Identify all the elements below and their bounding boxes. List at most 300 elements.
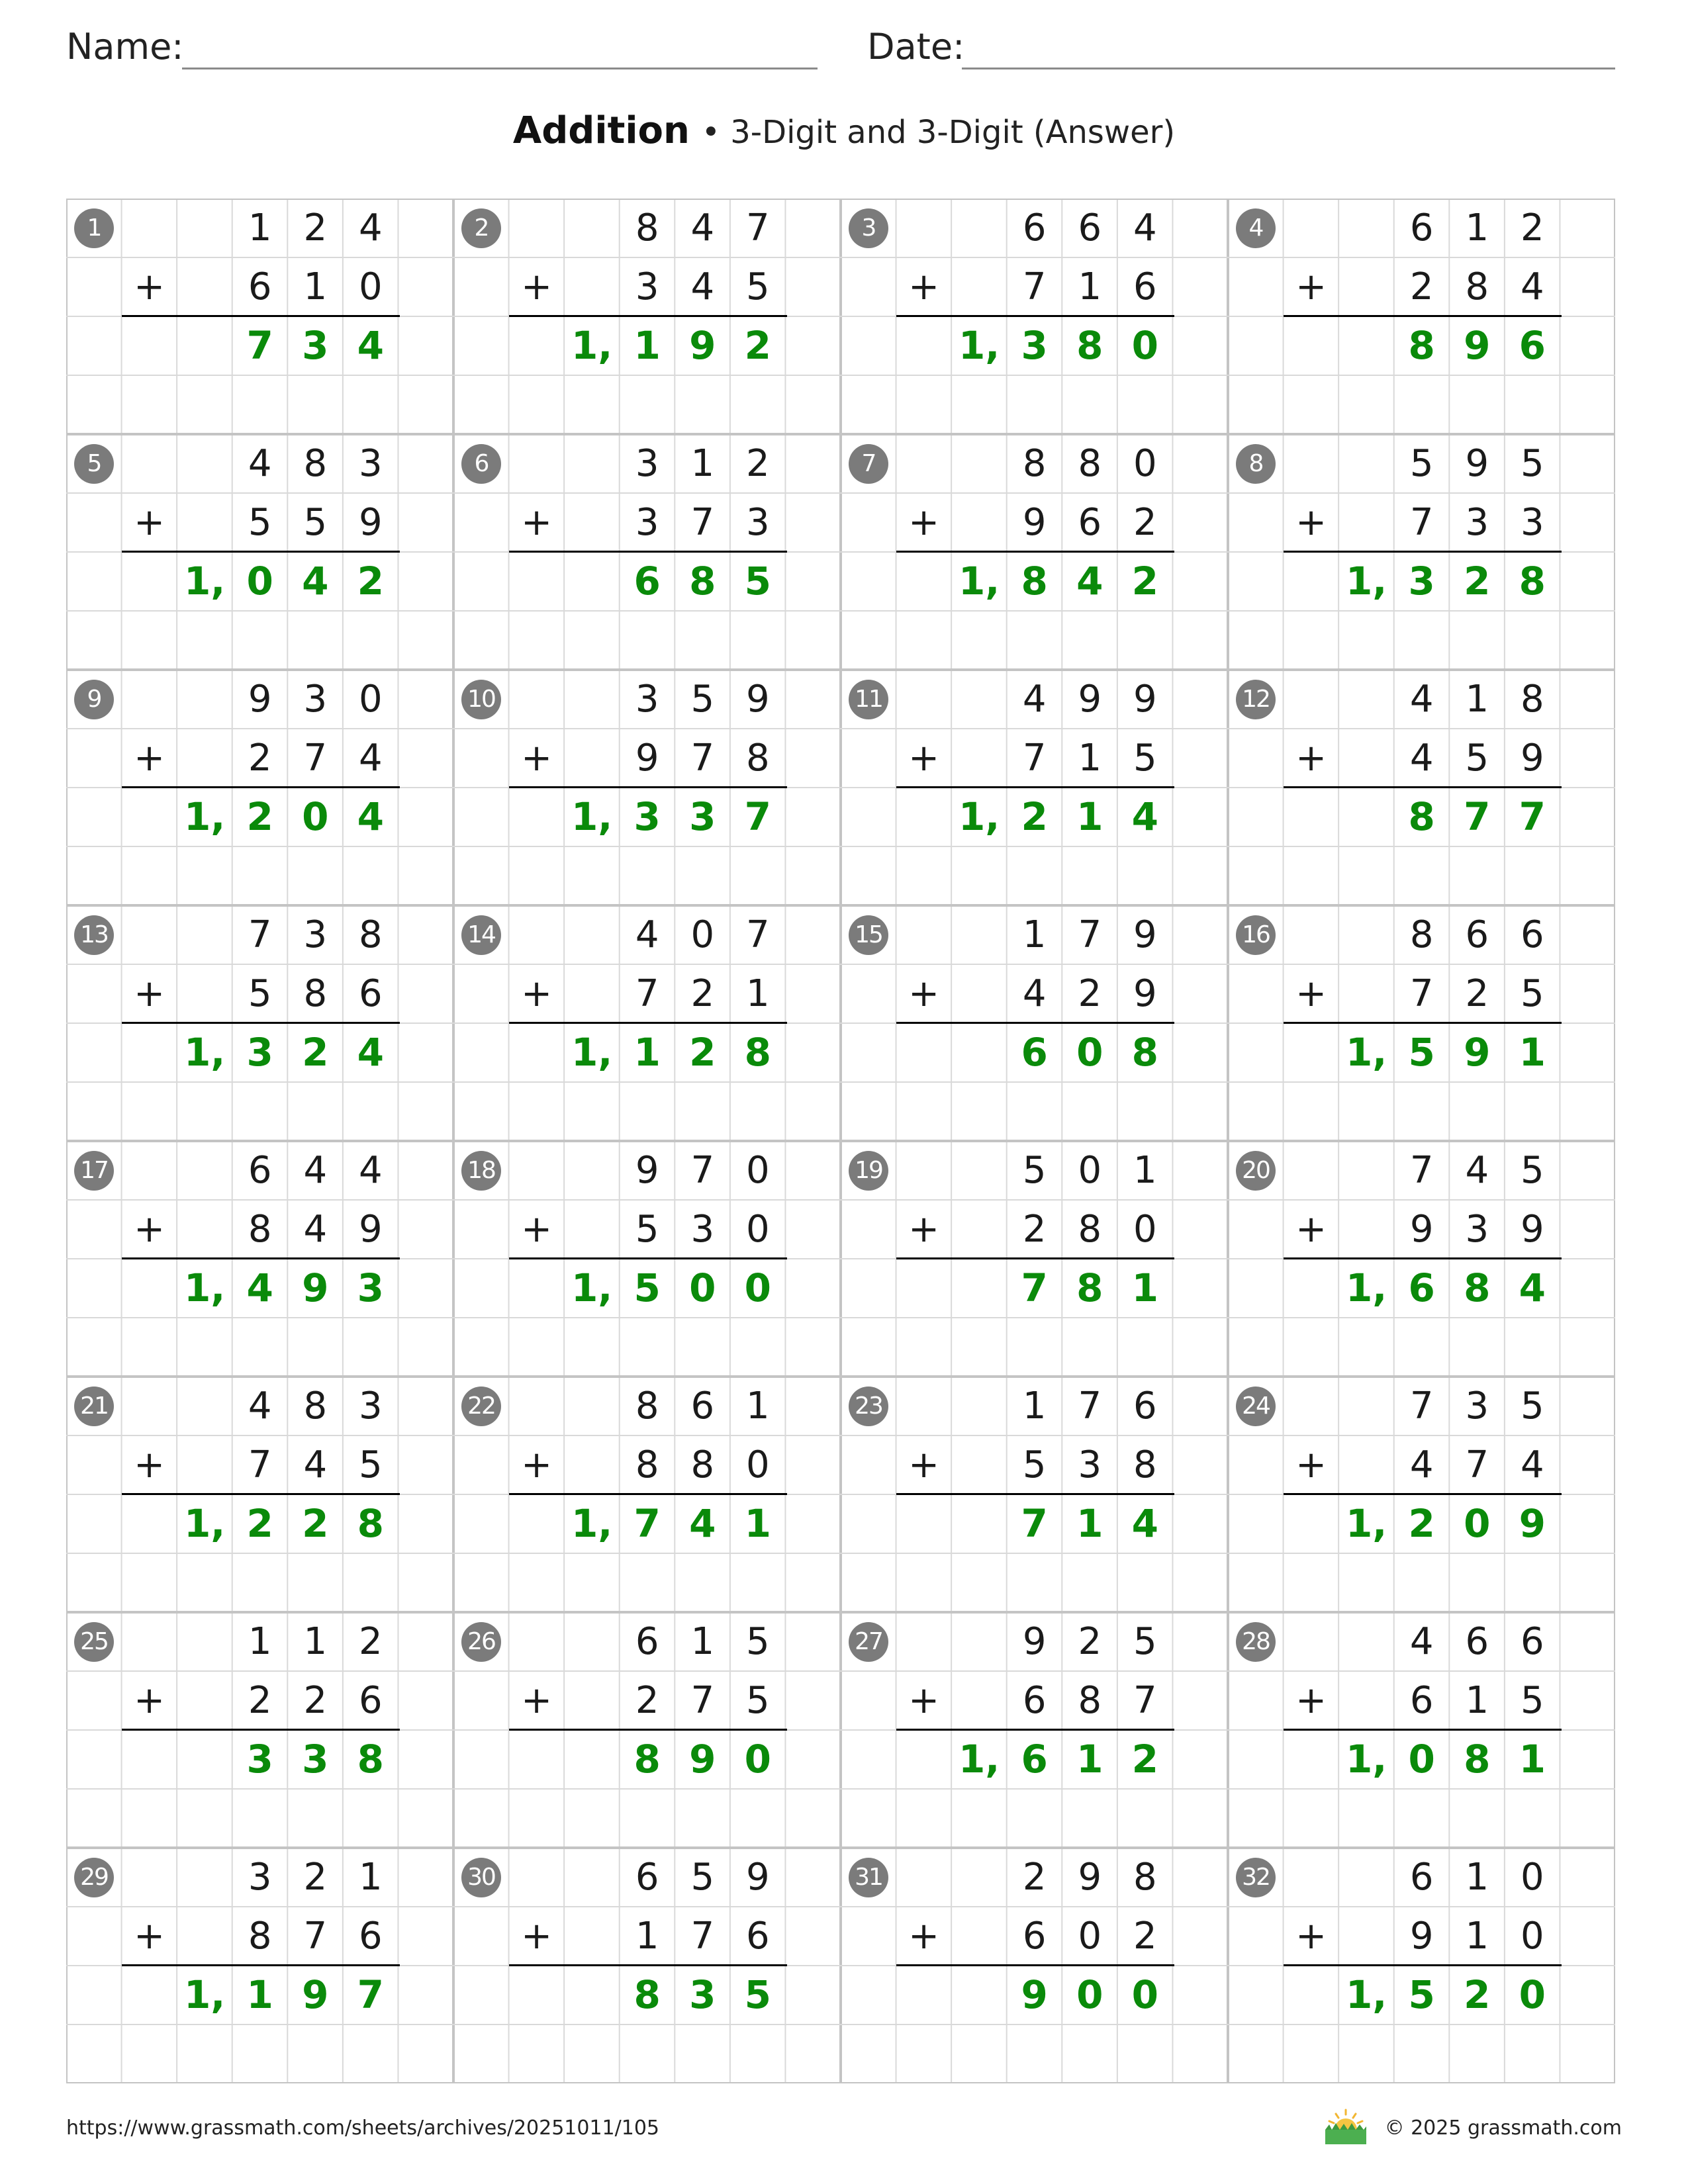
bottom-digit: 5 xyxy=(746,265,770,308)
top-digit: 9 xyxy=(1078,678,1102,721)
problem-30 xyxy=(453,1848,841,2083)
bottom-digit: 5 xyxy=(1133,737,1157,780)
top-digit: 0 xyxy=(1078,1149,1102,1192)
answer-digit: 7 xyxy=(1519,794,1546,839)
plus-sign: + xyxy=(1295,1679,1327,1722)
answer-digit: 8 xyxy=(744,1030,772,1075)
bottom-digit: 2 xyxy=(690,972,715,1015)
top-digit: 9 xyxy=(1133,913,1157,956)
problem-31 xyxy=(841,1848,1228,2083)
top-digit: 6 xyxy=(1409,206,1434,250)
top-digit: 5 xyxy=(1133,1620,1157,1663)
problem-number-badge: 25 xyxy=(74,1622,114,1662)
answer-digit: 8 xyxy=(1131,1030,1159,1075)
problem-14 xyxy=(453,905,841,1141)
top-digit: 7 xyxy=(1078,913,1102,956)
bottom-digit: 2 xyxy=(635,1679,659,1722)
answer-digit: 5 xyxy=(1408,1030,1435,1075)
problem-number-badge: 12 xyxy=(1236,680,1276,719)
top-digit: 1 xyxy=(1133,1149,1157,1192)
answer-digit: 9 xyxy=(302,1972,329,2017)
bottom-digit: 3 xyxy=(1465,1208,1489,1251)
bottom-digit: 6 xyxy=(1078,501,1102,544)
top-digit: 7 xyxy=(1409,1385,1434,1428)
top-digit: 5 xyxy=(690,1856,715,1899)
bottom-digit: 7 xyxy=(1409,972,1434,1015)
bottom-digit: 8 xyxy=(303,972,328,1015)
answer-digit: 4 xyxy=(357,323,385,368)
bottom-digit: 1 xyxy=(746,972,770,1015)
top-digit: 0 xyxy=(690,913,715,956)
answer-digit: 2 xyxy=(302,1030,329,1075)
bottom-digit: 5 xyxy=(303,501,328,544)
answer-digit: 1 xyxy=(633,1030,661,1075)
answer-digit: 1, xyxy=(958,794,1000,839)
bottom-digit: 0 xyxy=(746,1443,770,1486)
bottom-digit: 0 xyxy=(746,1208,770,1251)
bottom-digit: 8 xyxy=(1078,1679,1102,1722)
answer-digit: 0 xyxy=(1076,1972,1103,2017)
answer-digit: 8 xyxy=(1408,794,1435,839)
bottom-digit: 0 xyxy=(359,265,383,308)
top-digit: 4 xyxy=(1409,678,1434,721)
answer-digit: 4 xyxy=(357,794,385,839)
bottom-digit: 0 xyxy=(1521,1915,1544,1958)
top-digit: 6 xyxy=(248,1149,272,1192)
top-digit: 6 xyxy=(1465,913,1489,956)
bottom-digit: 2 xyxy=(248,737,272,780)
bottom-digit: 4 xyxy=(1409,737,1434,780)
bottom-digit: 6 xyxy=(359,1915,383,1958)
bottom-digit: 1 xyxy=(1078,737,1102,780)
date-line[interactable] xyxy=(962,68,1615,69)
plus-sign: + xyxy=(908,1679,940,1722)
bottom-digit: 4 xyxy=(1022,972,1047,1015)
bottom-digit: 4 xyxy=(690,265,715,308)
answer-digit: 2 xyxy=(689,1030,716,1075)
bottom-digit: 5 xyxy=(248,501,272,544)
answer-digit: 2 xyxy=(1464,1972,1491,2017)
top-digit: 1 xyxy=(303,1620,328,1663)
problem-24 xyxy=(1228,1377,1615,1612)
plus-sign: + xyxy=(521,1915,553,1958)
bottom-digit: 0 xyxy=(1078,1915,1102,1958)
bottom-digit: 4 xyxy=(1409,1443,1434,1486)
top-digit: 2 xyxy=(1022,1856,1047,1899)
answer-digit: 1, xyxy=(1345,1265,1387,1310)
top-digit: 7 xyxy=(248,913,272,956)
problem-21 xyxy=(66,1377,453,1612)
answer-digit: 0 xyxy=(744,1737,772,1782)
worksheet-title xyxy=(0,105,1688,159)
answer-digit: 4 xyxy=(1519,1265,1546,1310)
top-digit: 5 xyxy=(1022,1149,1047,1192)
top-digit: 7 xyxy=(1078,1385,1102,1428)
problem-number-badge: 10 xyxy=(461,680,501,719)
answer-digit: 3 xyxy=(302,323,329,368)
answer-digit: 1, xyxy=(183,559,226,604)
problem-number-badge: 21 xyxy=(74,1387,114,1426)
bottom-digit: 2 xyxy=(1465,972,1489,1015)
answer-digit: 8 xyxy=(1076,323,1103,368)
answer-digit: 1, xyxy=(183,1501,226,1546)
problem-4 xyxy=(1228,199,1615,434)
answer-digit: 9 xyxy=(689,323,716,368)
top-digit: 3 xyxy=(635,442,659,485)
problem-23 xyxy=(841,1377,1228,1612)
top-digit: 7 xyxy=(746,913,770,956)
problem-8 xyxy=(1228,434,1615,670)
plus-sign: + xyxy=(521,737,553,780)
grass-sun-logo-icon xyxy=(1323,2109,1369,2147)
bottom-digit: 7 xyxy=(690,1915,715,1958)
bottom-digit: 3 xyxy=(746,501,770,544)
bottom-digit: 1 xyxy=(635,1915,659,1958)
bottom-digit: 8 xyxy=(690,1443,715,1486)
answer-digit: 1 xyxy=(1131,1265,1159,1310)
top-digit: 8 xyxy=(303,1385,328,1428)
answer-digit: 1, xyxy=(183,1030,226,1075)
answer-digit: 2 xyxy=(302,1501,329,1546)
answer-digit: 8 xyxy=(633,1972,661,2017)
bottom-digit: 8 xyxy=(1078,1208,1102,1251)
top-digit: 8 xyxy=(1022,442,1047,485)
top-digit: 6 xyxy=(690,1385,715,1428)
bottom-digit: 1 xyxy=(303,265,328,308)
bottom-digit: 9 xyxy=(359,501,383,544)
answer-digit: 3 xyxy=(689,1972,716,2017)
problem-number-badge: 24 xyxy=(1236,1387,1276,1426)
plus-sign: + xyxy=(1295,1208,1327,1251)
bottom-digit: 9 xyxy=(1409,1915,1434,1958)
problem-number-badge: 16 xyxy=(1236,915,1276,955)
answer-digit: 1, xyxy=(183,1265,226,1310)
top-digit: 1 xyxy=(359,1856,383,1899)
answer-digit: 1, xyxy=(571,1501,613,1546)
answer-digit: 1, xyxy=(183,794,226,839)
answer-digit: 8 xyxy=(689,559,716,604)
top-digit: 1 xyxy=(1022,913,1047,956)
footer-url: https://www.grassmath.com/sheets/archives/20251011/105 xyxy=(66,2116,660,2140)
answer-digit: 0 xyxy=(1408,1737,1435,1782)
answer-digit: 1, xyxy=(1345,1737,1387,1782)
top-digit: 1 xyxy=(1022,1385,1047,1428)
answer-digit: 9 xyxy=(1464,1030,1491,1075)
answer-digit: 1 xyxy=(1519,1030,1546,1075)
top-digit: 0 xyxy=(1521,1856,1544,1899)
top-digit: 4 xyxy=(359,1149,383,1192)
top-digit: 3 xyxy=(303,678,328,721)
problem-2 xyxy=(453,199,841,434)
bottom-digit: 4 xyxy=(303,1208,328,1251)
top-digit: 6 xyxy=(1078,206,1102,250)
bottom-digit: 6 xyxy=(1133,265,1157,308)
problem-22 xyxy=(453,1377,841,1612)
top-digit: 2 xyxy=(746,442,770,485)
bottom-digit: 5 xyxy=(248,972,272,1015)
top-digit: 4 xyxy=(303,1149,328,1192)
plus-sign: + xyxy=(521,501,553,544)
answer-digit: 4 xyxy=(246,1265,273,1310)
answer-digit: 1, xyxy=(1345,1972,1387,2017)
plus-sign: + xyxy=(908,737,940,780)
top-digit: 1 xyxy=(1465,678,1489,721)
bottom-digit: 7 xyxy=(248,1443,272,1486)
bottom-digit: 1 xyxy=(1465,1679,1489,1722)
top-digit: 8 xyxy=(1409,913,1434,956)
problem-number-badge: 11 xyxy=(849,680,888,719)
problem-number-badge: 14 xyxy=(461,915,501,955)
problem-20 xyxy=(1228,1141,1615,1377)
top-digit: 6 xyxy=(635,1620,659,1663)
problem-number-badge: 4 xyxy=(1236,208,1276,248)
top-digit: 6 xyxy=(1133,1385,1157,1428)
bottom-digit: 6 xyxy=(1022,1679,1047,1722)
problem-18 xyxy=(453,1141,841,1377)
top-digit: 6 xyxy=(635,1856,659,1899)
problem-number-badge: 20 xyxy=(1236,1151,1276,1191)
top-digit: 7 xyxy=(690,1149,715,1192)
problem-number-badge: 28 xyxy=(1236,1622,1276,1662)
bottom-digit: 8 xyxy=(248,1915,272,1958)
problem-3 xyxy=(841,199,1228,434)
bottom-digit: 2 xyxy=(303,1679,328,1722)
plus-sign: + xyxy=(134,972,165,1015)
problem-number-badge: 3 xyxy=(849,208,888,248)
footer-copyright: © 2025 grassmath.com xyxy=(1384,2116,1622,2140)
title-subtitle: • 3-Digit and 3-Digit (Answer) xyxy=(701,114,1176,151)
answer-digit: 8 xyxy=(1464,1737,1491,1782)
answer-digit: 7 xyxy=(246,323,273,368)
top-digit: 6 xyxy=(1409,1856,1434,1899)
answer-digit: 5 xyxy=(1408,1972,1435,2017)
bottom-digit: 6 xyxy=(248,265,272,308)
top-digit: 1 xyxy=(248,206,272,250)
top-digit: 8 xyxy=(303,442,328,485)
top-digit: 5 xyxy=(690,678,715,721)
answer-digit: 7 xyxy=(357,1972,385,2017)
top-digit: 2 xyxy=(1521,206,1544,250)
top-digit: 5 xyxy=(1521,442,1544,485)
answer-digit: 0 xyxy=(689,1265,716,1310)
top-digit: 9 xyxy=(1133,678,1157,721)
plus-sign: + xyxy=(521,972,553,1015)
problem-number-badge: 31 xyxy=(849,1858,888,1897)
bottom-digit: 9 xyxy=(635,737,659,780)
bottom-digit: 8 xyxy=(248,1208,272,1251)
plus-sign: + xyxy=(134,501,165,544)
top-digit: 5 xyxy=(746,1620,770,1663)
top-digit: 2 xyxy=(303,1856,328,1899)
problem-13 xyxy=(66,905,453,1141)
problem-number-badge: 29 xyxy=(74,1858,114,1897)
answer-digit: 1, xyxy=(1345,1501,1387,1546)
answer-digit: 2 xyxy=(1408,1501,1435,1546)
top-digit: 4 xyxy=(635,913,659,956)
bottom-digit: 2 xyxy=(1133,501,1157,544)
answer-digit: 0 xyxy=(1519,1972,1546,2017)
bottom-digit: 2 xyxy=(1078,972,1102,1015)
top-digit: 3 xyxy=(248,1856,272,1899)
bottom-digit: 3 xyxy=(1465,501,1489,544)
answer-digit: 9 xyxy=(302,1265,329,1310)
problem-26 xyxy=(453,1612,841,1848)
answer-digit: 7 xyxy=(744,794,772,839)
bottom-digit: 5 xyxy=(1022,1443,1047,1486)
bottom-digit: 7 xyxy=(690,737,715,780)
top-digit: 3 xyxy=(635,678,659,721)
plus-sign: + xyxy=(908,501,940,544)
bottom-digit: 9 xyxy=(1521,737,1544,780)
answer-digit: 3 xyxy=(633,794,661,839)
top-digit: 9 xyxy=(746,1856,770,1899)
top-digit: 3 xyxy=(1465,1385,1489,1428)
bottom-digit: 3 xyxy=(1521,501,1544,544)
bottom-digit: 9 xyxy=(1022,501,1047,544)
top-digit: 4 xyxy=(1133,206,1157,250)
problem-number-badge: 26 xyxy=(461,1622,501,1662)
top-digit: 9 xyxy=(248,678,272,721)
answer-digit: 1, xyxy=(183,1972,226,2017)
answer-digit: 3 xyxy=(1408,559,1435,604)
answer-digit: 2 xyxy=(1131,1737,1159,1782)
problem-number-badge: 6 xyxy=(461,444,501,484)
top-digit: 9 xyxy=(1465,442,1489,485)
answer-digit: 1, xyxy=(571,1265,613,1310)
problem-28 xyxy=(1228,1612,1615,1848)
bottom-digit: 2 xyxy=(1409,265,1434,308)
problem-32 xyxy=(1228,1848,1615,2083)
top-digit: 3 xyxy=(303,913,328,956)
top-digit: 4 xyxy=(1409,1620,1434,1663)
name-line[interactable] xyxy=(182,68,818,69)
top-digit: 4 xyxy=(690,206,715,250)
answer-digit: 2 xyxy=(1021,794,1048,839)
problem-27 xyxy=(841,1612,1228,1848)
top-digit: 9 xyxy=(1022,1620,1047,1663)
bottom-digit: 7 xyxy=(1022,737,1047,780)
answer-digit: 1, xyxy=(1345,1030,1387,1075)
answer-digit: 0 xyxy=(246,559,273,604)
bottom-digit: 6 xyxy=(746,1915,770,1958)
answer-digit: 8 xyxy=(1408,323,1435,368)
answer-digit: 4 xyxy=(689,1501,716,1546)
problem-16 xyxy=(1228,905,1615,1141)
bottom-digit: 2 xyxy=(1022,1208,1047,1251)
problem-number-badge: 13 xyxy=(74,915,114,955)
answer-digit: 6 xyxy=(1519,323,1546,368)
bottom-digit: 9 xyxy=(1409,1208,1434,1251)
bottom-digit: 5 xyxy=(1465,737,1489,780)
top-digit: 3 xyxy=(359,1385,383,1428)
top-digit: 8 xyxy=(1133,1856,1157,1899)
plus-sign: + xyxy=(521,1443,553,1486)
answer-digit: 4 xyxy=(1076,559,1103,604)
answer-digit: 1, xyxy=(958,559,1000,604)
bottom-digit: 6 xyxy=(1409,1679,1434,1722)
answer-digit: 4 xyxy=(1131,794,1159,839)
answer-digit: 1 xyxy=(1076,1737,1103,1782)
top-digit: 4 xyxy=(1465,1149,1489,1192)
problem-25 xyxy=(66,1612,453,1848)
bottom-digit: 0 xyxy=(1133,1208,1157,1251)
answer-digit: 5 xyxy=(633,1265,661,1310)
answer-digit: 8 xyxy=(357,1501,385,1546)
name-label: Name: xyxy=(66,26,184,68)
top-digit: 8 xyxy=(635,206,659,250)
bottom-digit: 3 xyxy=(690,1208,715,1251)
problem-number-badge: 27 xyxy=(849,1622,888,1662)
top-digit: 6 xyxy=(1521,1620,1544,1663)
top-digit: 2 xyxy=(1078,1620,1102,1663)
answer-digit: 0 xyxy=(1464,1501,1491,1546)
plus-sign: + xyxy=(908,1915,940,1958)
bottom-digit: 8 xyxy=(746,737,770,780)
answer-digit: 7 xyxy=(1021,1501,1048,1546)
answer-digit: 1 xyxy=(1519,1737,1546,1782)
bottom-digit: 7 xyxy=(1465,1443,1489,1486)
top-digit: 3 xyxy=(359,442,383,485)
answer-digit: 6 xyxy=(633,559,661,604)
answer-digit: 3 xyxy=(357,1265,385,1310)
plus-sign: + xyxy=(134,1915,165,1958)
answer-digit: 1 xyxy=(633,323,661,368)
bottom-digit: 6 xyxy=(359,1679,383,1722)
answer-digit: 8 xyxy=(1021,559,1048,604)
bottom-digit: 8 xyxy=(635,1443,659,1486)
answer-digit: 1 xyxy=(744,1501,772,1546)
bottom-digit: 1 xyxy=(1465,1915,1489,1958)
top-digit: 4 xyxy=(359,206,383,250)
problem-6 xyxy=(453,434,841,670)
answer-digit: 1, xyxy=(571,323,613,368)
answer-digit: 1, xyxy=(1345,559,1387,604)
problem-number-badge: 1 xyxy=(74,208,114,248)
bottom-digit: 8 xyxy=(1133,1443,1157,1486)
top-digit: 2 xyxy=(303,206,328,250)
bottom-digit: 7 xyxy=(1133,1679,1157,1722)
top-digit: 8 xyxy=(359,913,383,956)
answer-digit: 2 xyxy=(744,323,772,368)
plus-sign: + xyxy=(521,1208,553,1251)
answer-digit: 8 xyxy=(633,1737,661,1782)
answer-digit: 1 xyxy=(1076,794,1103,839)
problem-number-badge: 17 xyxy=(74,1151,114,1191)
problem-15 xyxy=(841,905,1228,1141)
problem-number-badge: 32 xyxy=(1236,1858,1276,1897)
top-digit: 5 xyxy=(1521,1385,1544,1428)
plus-sign: + xyxy=(134,1443,165,1486)
bottom-digit: 4 xyxy=(1521,265,1544,308)
bottom-digit: 7 xyxy=(690,501,715,544)
top-digit: 1 xyxy=(690,1620,715,1663)
top-digit: 1 xyxy=(1465,1856,1489,1899)
bottom-digit: 3 xyxy=(635,265,659,308)
top-digit: 6 xyxy=(1465,1620,1489,1663)
plus-sign: + xyxy=(908,972,940,1015)
answer-digit: 8 xyxy=(1076,1265,1103,1310)
answer-digit: 1, xyxy=(958,323,1000,368)
problem-number-badge: 7 xyxy=(849,444,888,484)
bottom-digit: 5 xyxy=(1521,1679,1544,1722)
bottom-digit: 9 xyxy=(1133,972,1157,1015)
plus-sign: + xyxy=(521,1679,553,1722)
plus-sign: + xyxy=(1295,972,1327,1015)
problem-number-badge: 22 xyxy=(461,1387,501,1426)
answer-digit: 2 xyxy=(246,794,273,839)
bottom-digit: 2 xyxy=(1133,1915,1157,1958)
top-digit: 5 xyxy=(1409,442,1434,485)
